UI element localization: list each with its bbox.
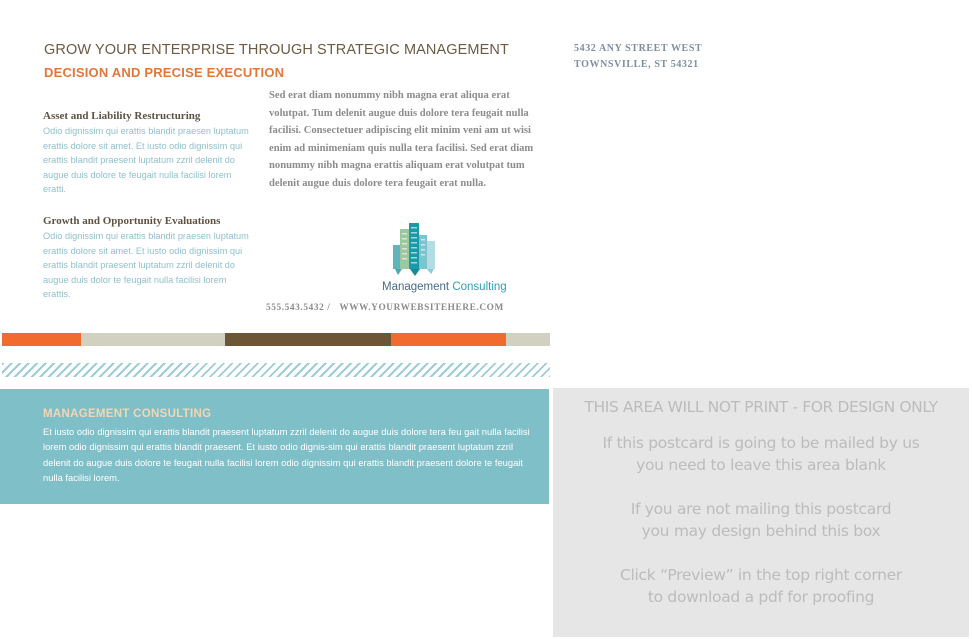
phone-number: 555.543.5432 / [266,303,331,313]
logo-wordmark [382,281,507,293]
website-link[interactable]: WWW.YOURWEBSITEHERE.COM [339,303,504,313]
section-body-growth: Odio dignissim qui erattis blandit praesen luptatum erattis dolore sit amet. Et iusto odio dignissim qui erattis blandit praesent luptatum zzril delenit do augue duis dolor te feugait nulla facilisi lorem erattis. [43,231,249,300]
no-print-line-5: Click “Preview” in the top right corner [620,566,902,584]
subheadline: DECISION AND PRECISE EXECUTION [44,65,285,80]
no-print-line-6: to download a pdf for proofing [647,588,875,606]
logo-text-consulting: Consulting [452,281,507,293]
no-print-line-3: If you are not mailing this postcard [630,500,892,518]
city-buildings-icon [390,221,440,277]
section-title-asset: Asset and Liability Restructuring [43,110,201,122]
stripe-orange-1 [2,333,81,346]
diagonal-hatch-stripe [2,363,550,377]
no-print-line-2: you need to leave this area blank [636,456,886,474]
address-line-2: TOWNSVILLE, ST 54321 [574,58,699,70]
address-line-1: 5432 ANY STREET WEST [574,43,703,54]
band-body: Et iusto odio dignissim qui erattis blandit praesent luptatum zzril delenit do augue duis dolore tera feu gait nulla facilisi lorem odio dignissim qui erattis blandit praesent. Et iusto odio dignis-sim qui erattis blandit praesent luptatum zzril delenit do augue duis dolore te feugait nulla facilisi lorem odio dignissim qui erattis blandit praesent dolore te feugait nulla facilisi lorem. [43,426,530,484]
no-print-line-1: If this postcard is going to be mailed by us [602,434,920,452]
color-stripe-bar [2,333,550,346]
no-print-title: THIS AREA WILL NOT PRINT - FOR DESIGN ONLY [584,398,938,416]
intro-paragraph: Sed erat diam nonummy nibh magna erat aliqua erat volutpat. Tum delenit augue duis dolore tera feugait nulla facilisi. Consectetuer adipiscing elit minim veni am ut wisi enim ad minimeniam quis nulla tera facilisi. Sed erat diam nonummy nibh magna erattis aliquam erat volutpat tum delenit augue duis dolore tera feugait erat nulla. [269,90,534,189]
section-title-growth: Growth and Opportunity Evaluations [43,215,221,227]
stripe-stone-2 [506,333,550,346]
band-title: MANAGEMENT CONSULTING [43,408,212,420]
stripe-brown [225,333,391,346]
no-print-line-4: you may design behind this box [641,522,881,540]
no-print-area [553,388,969,637]
logo-text-management: Management [382,281,453,293]
stripe-orange-2 [391,333,506,346]
section-body-asset: Odio dignissim qui erattis blandit praesen luptatum erattis dolore sit amet. Et iusto odio dignissim qui erattis blandit praesent luptatum zzril delenit do augue duis dolore te feugait nulla facilisi lorem eratti. [43,126,249,195]
contact-line [266,303,504,313]
headline: GROW YOUR ENTERPRISE THROUGH STRATEGIC MANAGEMENT [44,42,509,58]
stripe-stone-1 [81,333,225,346]
mailing-address [574,41,702,72]
